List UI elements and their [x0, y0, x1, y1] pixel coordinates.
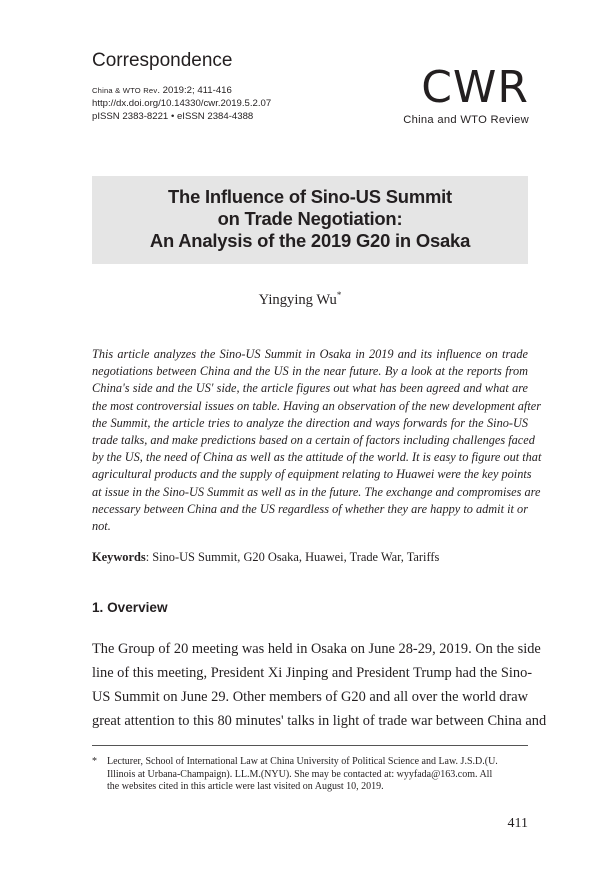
keywords-list: : Sino-US Summit, G20 Osaka, Huawei, Trade War, Tariffs	[145, 550, 440, 564]
abstract-line: the Summit, the article tries to analyze the direction and ways forwards for the Sino-US	[92, 415, 528, 430]
volume-pages: . 2019:2; 411-416	[157, 85, 232, 96]
doi-link[interactable]: http://dx.doi.org/10.14330/cwr.2019.5.2.07	[92, 98, 272, 109]
abstract-line: by the US, the need of China as well as the attitude of the world. It is easy to figure out that	[92, 450, 542, 465]
abstract-line: necessary between China and the US regardless of whether they are happy to admit it or	[92, 501, 528, 516]
citation-line	[92, 84, 271, 97]
title-line-1: The Influence of Sino-US Summit	[168, 186, 452, 207]
abstract-line: not.	[92, 519, 111, 534]
journal-logo	[379, 62, 529, 126]
journal-logo-name: China and WTO Review	[403, 114, 529, 126]
footnote-text	[107, 756, 528, 794]
abstract-line: at issue in the Sino-US Summit as well as in the future. The exchange and compromises are	[92, 484, 541, 499]
footnote-marker: *	[92, 756, 97, 767]
journal-logo-abbr: CWR	[421, 62, 529, 113]
abstract	[92, 346, 542, 535]
issn-line: pISSN 2383-8221 • eISSN 2384-4388	[92, 111, 254, 122]
author-name: Yingying Wu	[258, 292, 337, 308]
footnote-line: the websites cited in this article were last visited on August 10, 2019.	[107, 781, 384, 793]
keywords	[92, 550, 439, 565]
abstract-line: the most controversial issues on table. Having an observation of the new development after	[92, 398, 541, 413]
body-paragraph	[92, 637, 547, 733]
page-number: 411	[507, 816, 528, 831]
journal-abbreviation: China & WTO Rev	[92, 86, 158, 95]
article-metadata	[92, 84, 271, 123]
abstract-line: agricultural products and the supply of equipment relating to Huawei were the key points	[92, 467, 532, 482]
author-footnote-marker[interactable]: *	[336, 290, 342, 300]
footnote-divider	[92, 745, 528, 746]
body-line: The Group of 20 meeting was held in Osaka on June 28-29, 2019. On the side	[92, 641, 541, 657]
author-byline	[0, 290, 600, 309]
abstract-line: trade talks, and make predictions based on a certain of factors including challenges faced	[92, 433, 535, 448]
body-line: great attention to this 80 minutes' talks in light of trade war between China and	[92, 713, 547, 729]
section-type-label: Correspondence	[92, 50, 233, 71]
footnote-line: Lecturer, School of International Law at China University of Political Science and Law. J.S.D.(U.	[107, 756, 498, 767]
body-line: line of this meeting, President Xi Jinping and President Trump had the Sino-	[92, 665, 533, 681]
title-line-2: on Trade Negotiation:	[217, 208, 403, 229]
keywords-label: Keywords	[92, 550, 146, 564]
title-line-3: An Analysis of the 2019 G20 in Osaka	[149, 230, 471, 251]
abstract-line: negotiations between China and the US in the near future. By a look at the reports from	[92, 364, 528, 379]
abstract-line: China's side and the US' side, the article figures out what has been agreed and what are	[92, 381, 528, 396]
abstract-line: This article analyzes the Sino-US Summit in Osaka in 2019 and its influence on trade	[92, 347, 528, 361]
section-heading: 1. Overview	[92, 600, 168, 615]
footnote	[92, 756, 528, 794]
body-line: US Summit on June 29. Other members of G20 and all over the world draw	[92, 689, 529, 705]
title-block	[92, 176, 528, 264]
footnote-line: Illinois at Urbana-Champaign). LL.M.(NYU). She may be contacted at: wyyfada@163.com. All	[107, 768, 493, 780]
